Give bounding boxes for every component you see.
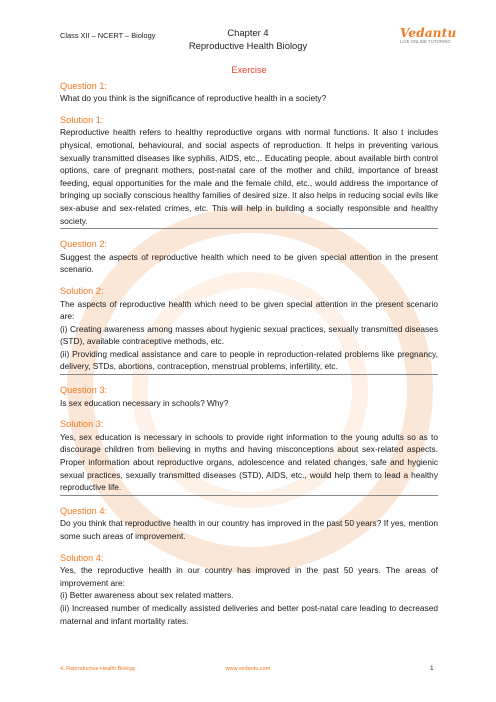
exercise-content [60,64,438,627]
qa-block [60,238,438,375]
page-number: 1 [430,665,434,672]
solution-label: Solution 1: [60,114,104,125]
logo-tagline: LIVE ONLINE TUTORING [400,39,451,44]
solution-text: Yes, the reproductive health in our country has improved in the past 50 years. The areas of improvement are: [60,565,438,588]
chapter-number: Chapter 4 [227,27,269,38]
question-text: Do you think that reproductive health in our country has improved in the past 50 years? If yes, mention some such areas of improvement. [60,518,438,541]
qa-block [60,505,438,627]
question-label: Question 2: [60,239,107,250]
chapter-title: Reproductive Health Biology [188,39,308,51]
solution-text: Reproductive health refers to healthy reproductive organs with normal functions. It also t includes physical, emotional, behavioural, and social aspects of reproduction. It helps in preventing various sexually transmitted diseases like syphilis, AIDS, etc.,. Educating people, about available birth control options, care of pregnant mothers, post-natal care of the mother and child, importance of breast feeding, equal opportunities for the male and the female child, etc., would address the importance of bringing up socially conscious healthy families of desired size. It also helps in reducing social evils like sex-abuse and sex-related crimes, etc. This will help in building a socially responsible and healthy society. [60,127,438,226]
solution-point: (i) Better awareness about sex related matters. [60,590,234,601]
question-label: Question 4: [60,505,107,516]
solution-label: Solution 3: [60,419,104,430]
footer-chapter: 4. Reproductive Health Biology [60,666,136,672]
vedantu-logo [400,26,457,48]
question-text: Suggest the aspects of reproductive health which need to be given special attention in the present scenario. [60,251,438,275]
solution-point: (ii) Increased number of medically assisted deliveries and better post-natal care leading to decreased maternal and infant mortality rates. [60,602,438,626]
exercise-title: Exercise [231,65,267,75]
solution-text: The aspects of reproductive health which need to be given special attention in the present scenario are: [60,298,438,322]
footer-website-link[interactable]: www.vedantu.com [225,666,271,672]
logo-text: Vedantu [400,26,457,40]
question-text: What do you think is the significance of reproductive health in a society? [60,93,327,104]
question-label: Question 1: [60,80,107,91]
question-text: Is sex education necessary in schools? Why? [60,397,229,408]
qa-block [60,384,438,496]
qa-block [60,80,438,230]
solution-point: (ii) Providing medical assistance and care to people in reproduction-related problems like pregnancy, delivery, STDs, abortions, contraception, menstrual problems, infertility, etc. [60,348,438,372]
class-label: Class XII – NCERT – Biology [60,31,156,40]
solution-label: Solution 2: [60,285,104,296]
solution-point: (i) Creating awareness among masses about hygienic sexual practices, sexually transmitted diseases (STD), available contraceptive methods, etc. [60,323,438,347]
solution-label: Solution 4: [60,552,104,563]
solution-text: Yes, sex education is necessary in schools to provide right information to the young adults so as to discourage children from believing in myths and having misconceptions about sex-related aspects. Proper information about reproductive organs, adolescence and related changes, safe and hygienic sexual practices, sexually transmitted diseases (STD), AIDS, etc., would help them to lead a healthy reproductive life. [60,431,438,493]
question-label: Question 3: [60,385,107,396]
